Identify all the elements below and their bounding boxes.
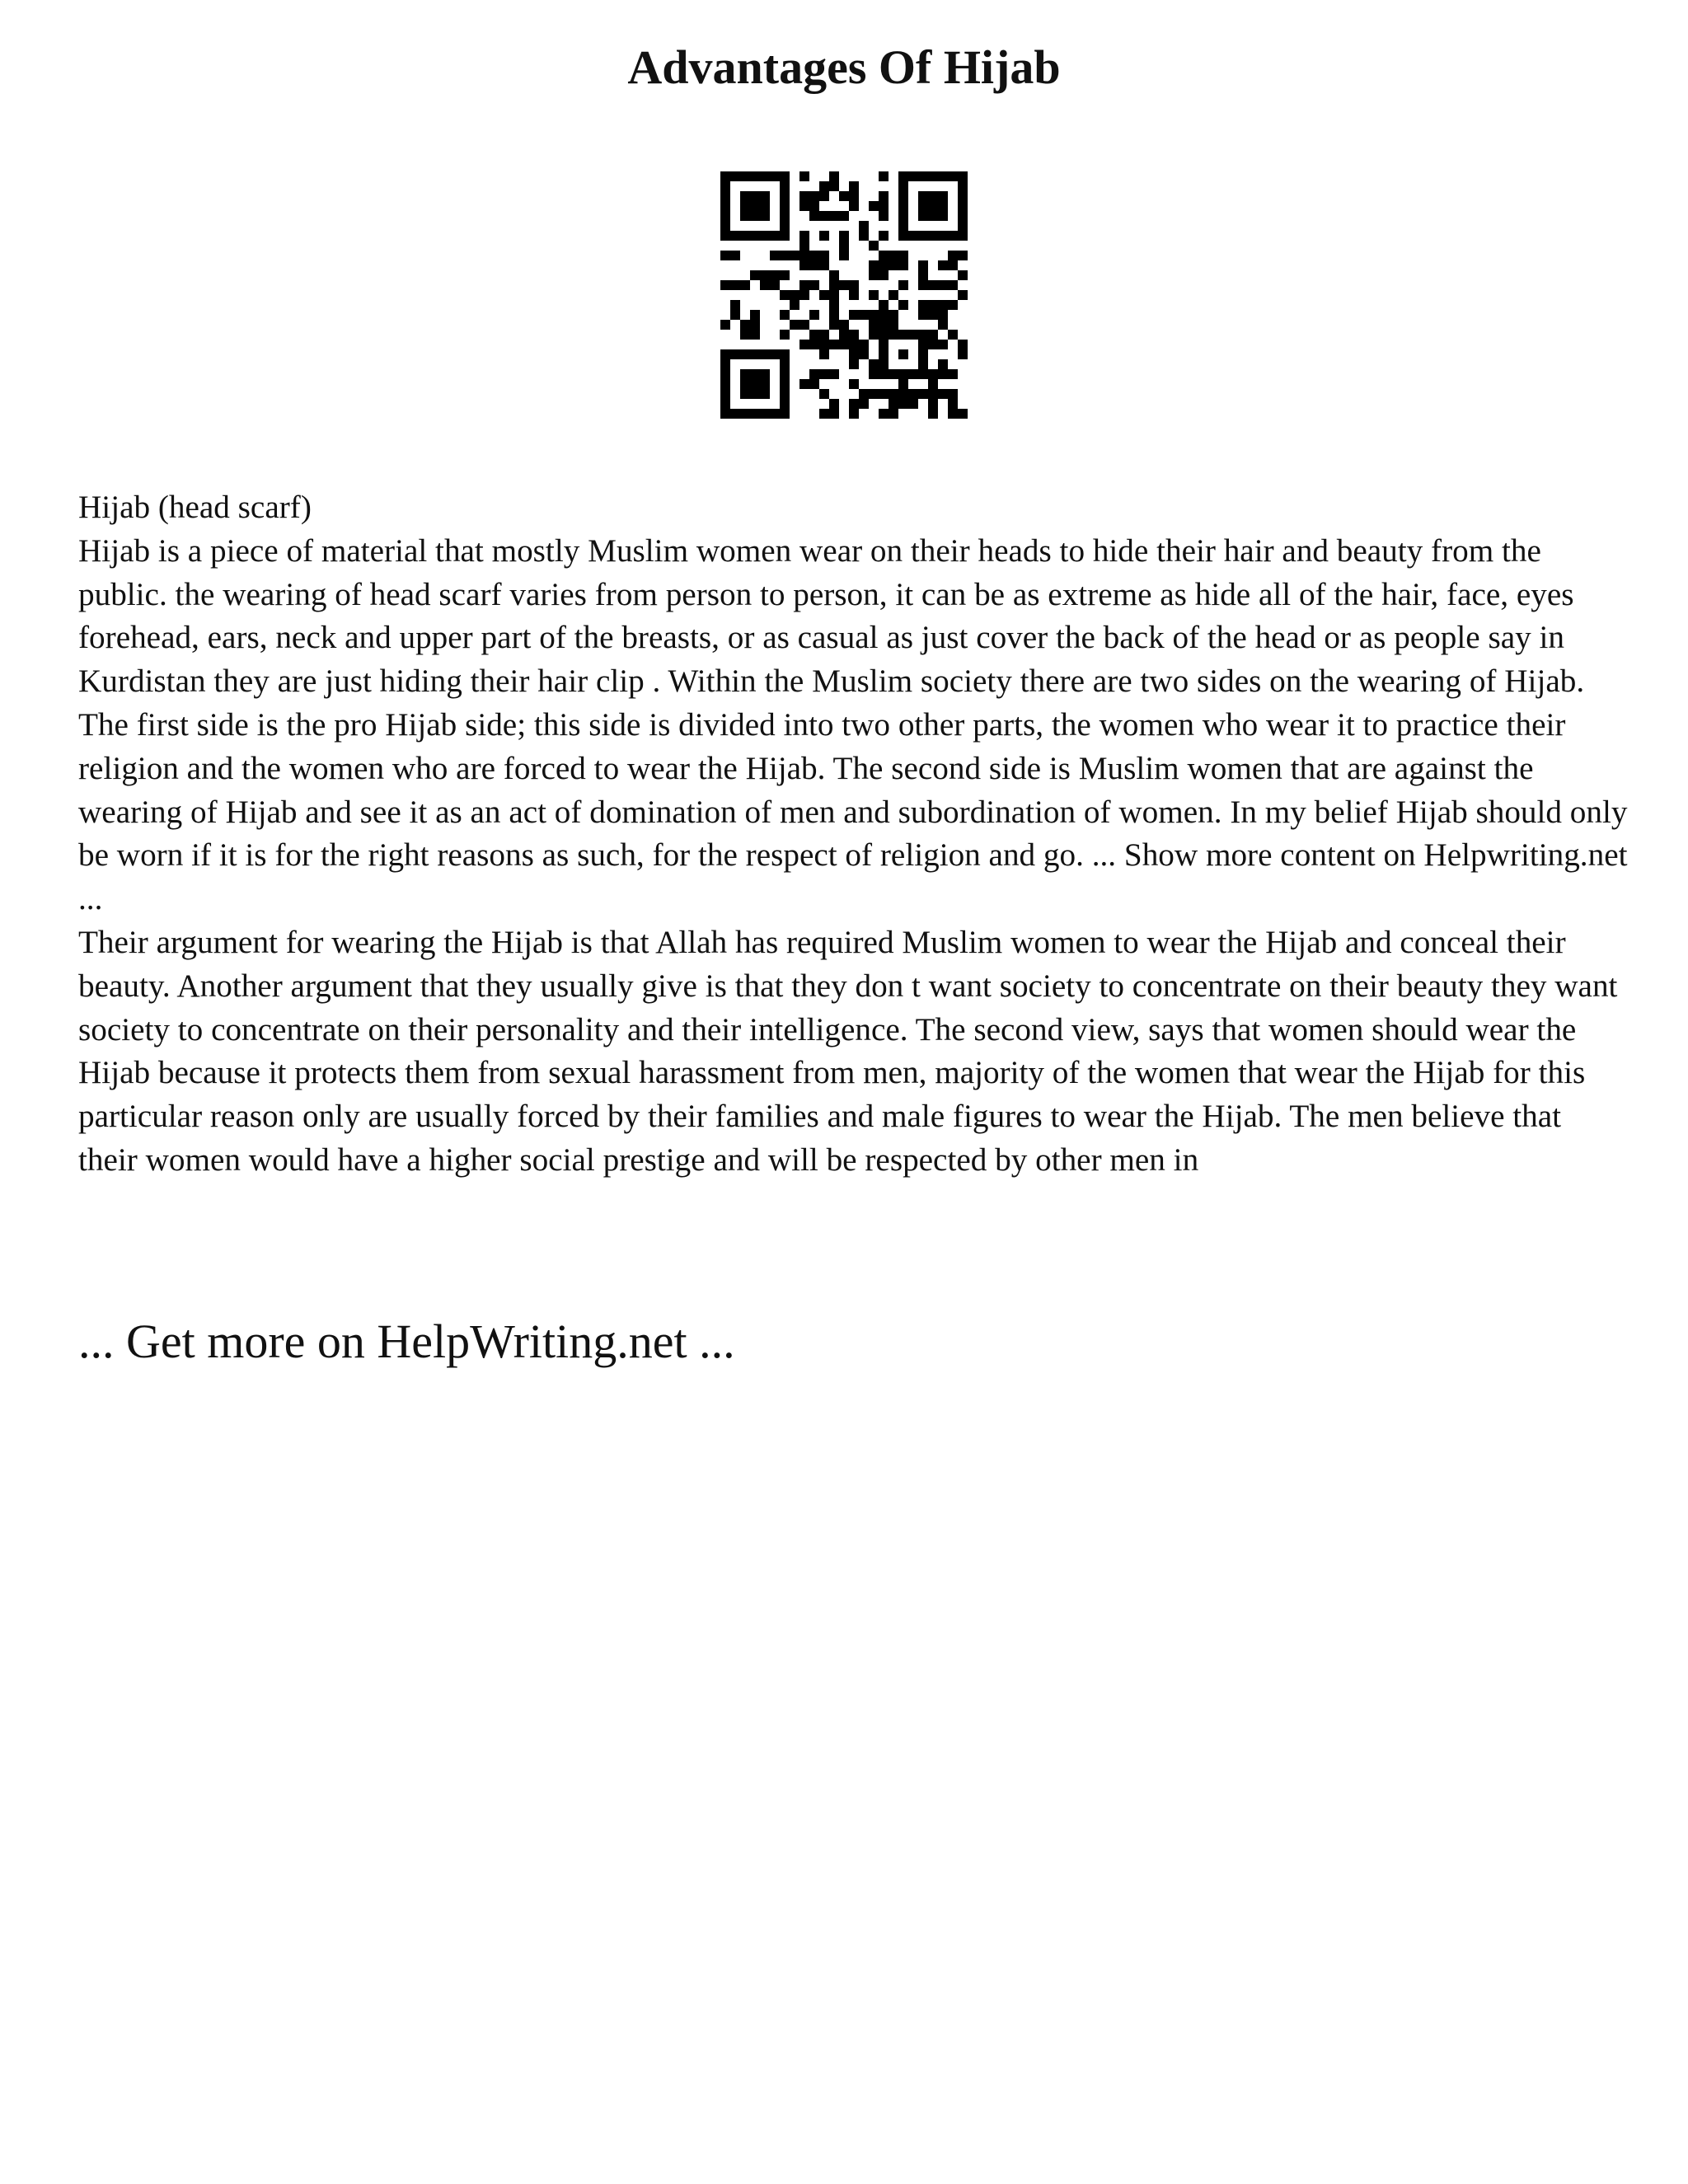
get-more-link[interactable]: ... Get more on HelpWriting.net ... <box>78 1315 735 1368</box>
subheading: Hijab (head scarf) <box>78 490 312 525</box>
article-body <box>78 486 1628 1183</box>
paragraph-1: Hijab is a piece of material that mostly Muslim women wear on their heads to hide their hair and beauty from the public. the wearing of head scarf varies from person to person, it can be as extreme as hide all of the hair, face, eyes forehead, ears, neck and upper part of the breasts, or as casual as just cover the back of the head or as people say in Kurdistan they are just hiding their hair clip . Within the Muslim society there are two sides on the wearing of Hijab. The first side is the pro Hijab side; this side is divided into two other parts, the women who wear it to practice their religion and the women who are forced to wear the Hijab. The second side is Muslim women that are against the wearing of Hijab and see it as an act of domination of men and subordination of women. In my belief Hijab should only be worn if it is for the right reasons as such, for the respect of religion and go. ... Show more content on Helpwriting.net ... <box>78 532 1628 917</box>
qr-code-icon <box>720 171 968 419</box>
paragraph-2: Their argument for wearing the Hijab is that Allah has required Muslim women to wear the Hijab and conceal their beauty. Another argument that they usually give is that they don t want society to concentrate on their beauty they want society to concentrate on their personality and their intelligence. The second view, says that women should wear the Hijab because it protects them from sexual harassment from men, majority of the women that wear the Hijab for this particular reason only are usually forced by their families and male figures to wear the Hijab. The men believe that their women would have a higher social prestige and will be respected by other men in <box>78 924 1618 1178</box>
document-title: Advantages Of Hijab <box>627 40 1061 94</box>
